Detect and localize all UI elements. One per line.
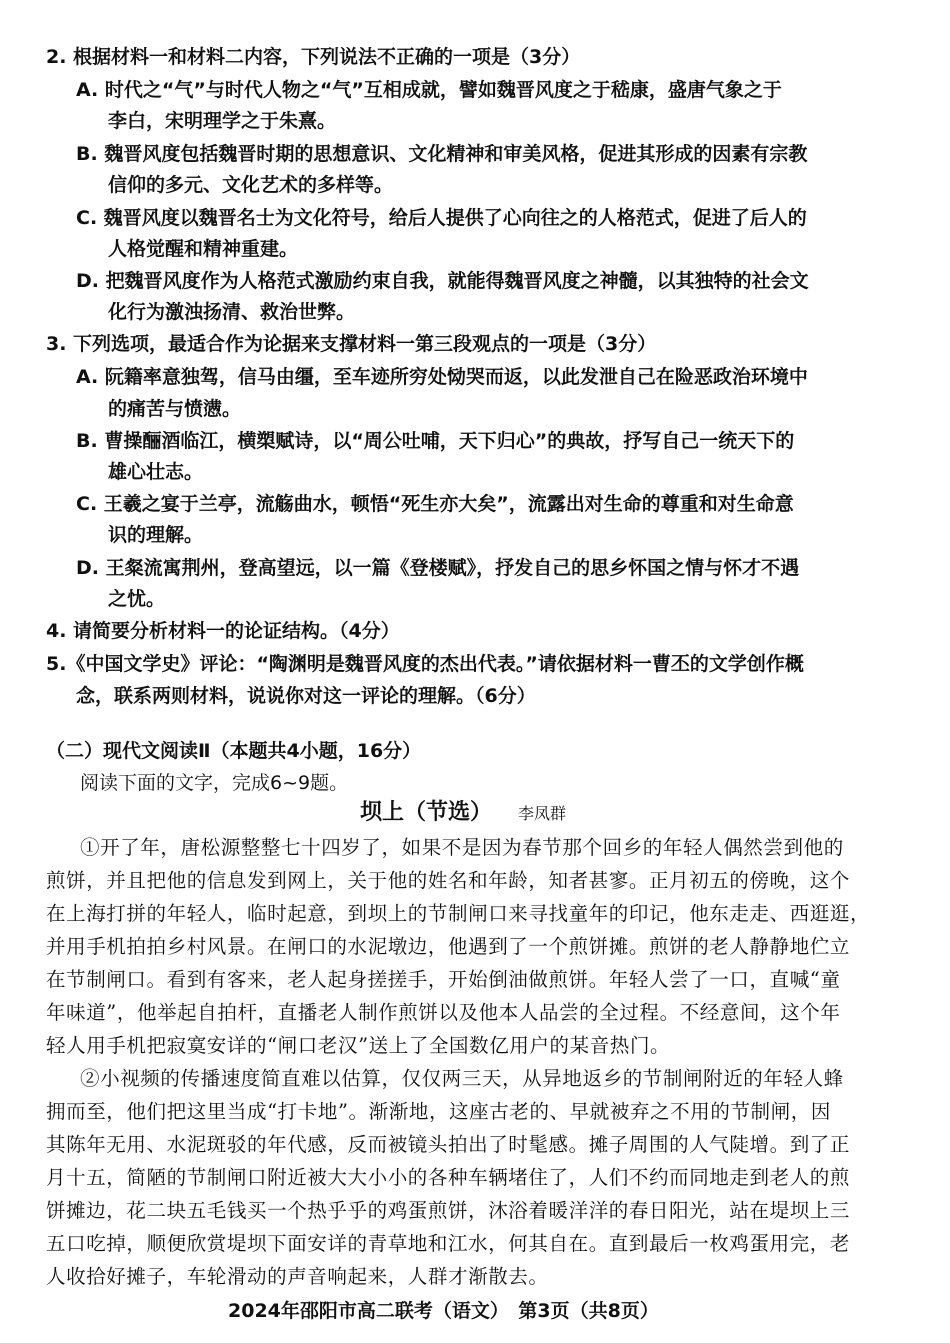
- paragraph-1-line1: ①开了年，唐松源整整七十四岁了，如果不是因为春节那个回乡的年轻人偶然尝到他的: [80, 836, 844, 859]
- paragraph-2-line4: 月十五，简陋的节制闸口附近被大大小小的各种车辆堵住了，人们不约而同地走到老人的煎: [46, 1166, 851, 1189]
- q3-option-a-line1: A. 阮籍率意独驾，信马由缰，至车迹所穷处恸哭而返，以此发泄自己在险恶政治环境中: [76, 366, 808, 388]
- q3-option-b-line2: 雄心壮志。: [108, 461, 204, 483]
- q2-option-a-line1: A. 时代之“气”与时代人物之“气”互相成就，譬如魏晋风度之于嵇康，盛唐气象之于: [76, 79, 782, 101]
- q2-option-a-line2: 李白，宋明理学之于朱熹。: [108, 110, 337, 132]
- paragraph-2-line3: 其陈年无用、水泥斑驳的年代感，反而被镜头拍出了时髦感。摊子周围的人气陡增。到了正: [46, 1133, 851, 1156]
- q2-option-c-line1: C. 魏晋风度以魏晋名士为文化符号，给后人提供了心向往之的人格范式，促进了后人的: [76, 207, 807, 229]
- section-2-heading: （二）现代文阅读Ⅱ（本题共4小题，16分）: [46, 740, 422, 762]
- paragraph-1-line3: 在上海打拼的年轻人，临时起意，到坝上的节制闸口来寻找童年的印记，他东走走、西逛逛，: [46, 902, 871, 925]
- q3-option-a-line2: 的痛苦与愤懑。: [108, 398, 242, 420]
- story-title: 坝上（节选）: [360, 800, 493, 825]
- paragraph-2-line2: 拥而至，他们把这里当成“打卡地”。渐渐地，这座古老的、早就被弃之不用的节制闸，因: [46, 1100, 831, 1123]
- page-footer: 2024年邵阳市高二联考（语文） 第3页（共8页）: [228, 1300, 659, 1322]
- paragraph-1-line7: 轻人用手机把寂寞安详的“闸口老汉”送上了全国数亿用户的某音热门。: [46, 1034, 671, 1057]
- section-2-instruction: 阅读下面的文字，完成6~9题。: [80, 772, 349, 794]
- story-title-row: [360, 800, 566, 827]
- q3-option-c-line2: 识的理解。: [108, 524, 204, 546]
- q2-option-d-line1: D. 把魏晋风度作为人格范式激励约束自我，就能得魏晋风度之神髓，以其独特的社会文: [76, 270, 809, 292]
- story-author: 李凤群: [518, 804, 567, 823]
- paragraph-2-line5: 饼摊边，花二块五毛钱买一个热乎乎的鸡蛋煎饼，沐浴着暖洋洋的春日阳光，站在堤坝上三: [46, 1199, 851, 1222]
- q3-option-b-line1: B. 曹操酾酒临江，横槊赋诗，以“周公吐哺，天下归心”的典故，抒写自己一统天下的: [76, 430, 795, 452]
- paragraph-2-line6: 五口吃掉，顺便欣赏堤坝下面安详的青草地和江水，何其自在。直到最后一枚鸡蛋用完，老: [46, 1232, 851, 1255]
- q3-option-d-line1: D. 王粲流寓荆州，登高望远，以一篇《登楼赋》，抒发自己的思乡怀国之情与怀才不遇: [76, 557, 800, 579]
- q2-option-b-line1: B. 魏晋风度包括魏晋时期的思想意识、文化精神和审美风格，促进其形成的因素有宗教: [76, 143, 808, 165]
- q2-option-d-line2: 化行为激浊扬清、救治世弊。: [108, 301, 356, 323]
- q2-option-b-line2: 信仰的多元、文化艺术的多样等。: [108, 174, 394, 196]
- question-4-stem: 4. 请简要分析材料一的论证结构。（4分）: [46, 620, 400, 642]
- q3-option-c-line1: C. 王羲之宴于兰亭，流觞曲水，顿悟“死生亦大矣”，流露出对生命的尊重和对生命意: [76, 493, 794, 515]
- q3-option-d-line2: 之忧。: [108, 588, 166, 610]
- question-2-stem: 2. 根据材料一和材料二内容，下列说法不正确的一项是（3分）: [46, 46, 581, 68]
- paragraph-1-line6: 年味道”，他举起自拍杆，直播老人制作煎饼以及他本人品尝的全过程。不经意间，这个年: [46, 1001, 841, 1024]
- question-5-line2: 念，联系两则材料，说说你对这一评论的理解。（6分）: [76, 685, 536, 707]
- paragraph-2-line7: 人收拾好摊子，车轮滑动的声音响起来，人群才渐散去。: [46, 1265, 549, 1288]
- question-3-stem: 3. 下列选项，最适合作为论据来支撑材料一第三段观点的一项是（3分）: [46, 333, 657, 355]
- q2-option-c-line2: 人格觉醒和精神重建。: [108, 238, 299, 260]
- question-5-line1: 5.《中国文学史》评论：“陶渊明是魏晋风度的杰出代表。”请依据材料一曹丕的文学创作概: [46, 653, 804, 675]
- paragraph-1-line5: 在节制闸口。看到有客来，老人起身搓搓手，开始倒油做煎饼。年轻人尝了一口，直喊“童: [46, 968, 841, 991]
- paragraph-2-line1: ②小视频的传播速度简直难以估算，仅仅两三天，从异地返乡的节制闸附近的年轻人蜂: [80, 1067, 844, 1090]
- paragraph-1-line4: 并用手机拍拍乡村风景。在闸口的水泥墩边，他遇到了一个煎饼摊。煎饼的老人静静地伫立: [46, 935, 851, 958]
- paragraph-1-line2: 煎饼，并且把他的信息发到网上，关于他的姓名和年龄，知者甚寥。正月初五的傍晚，这个: [46, 869, 851, 892]
